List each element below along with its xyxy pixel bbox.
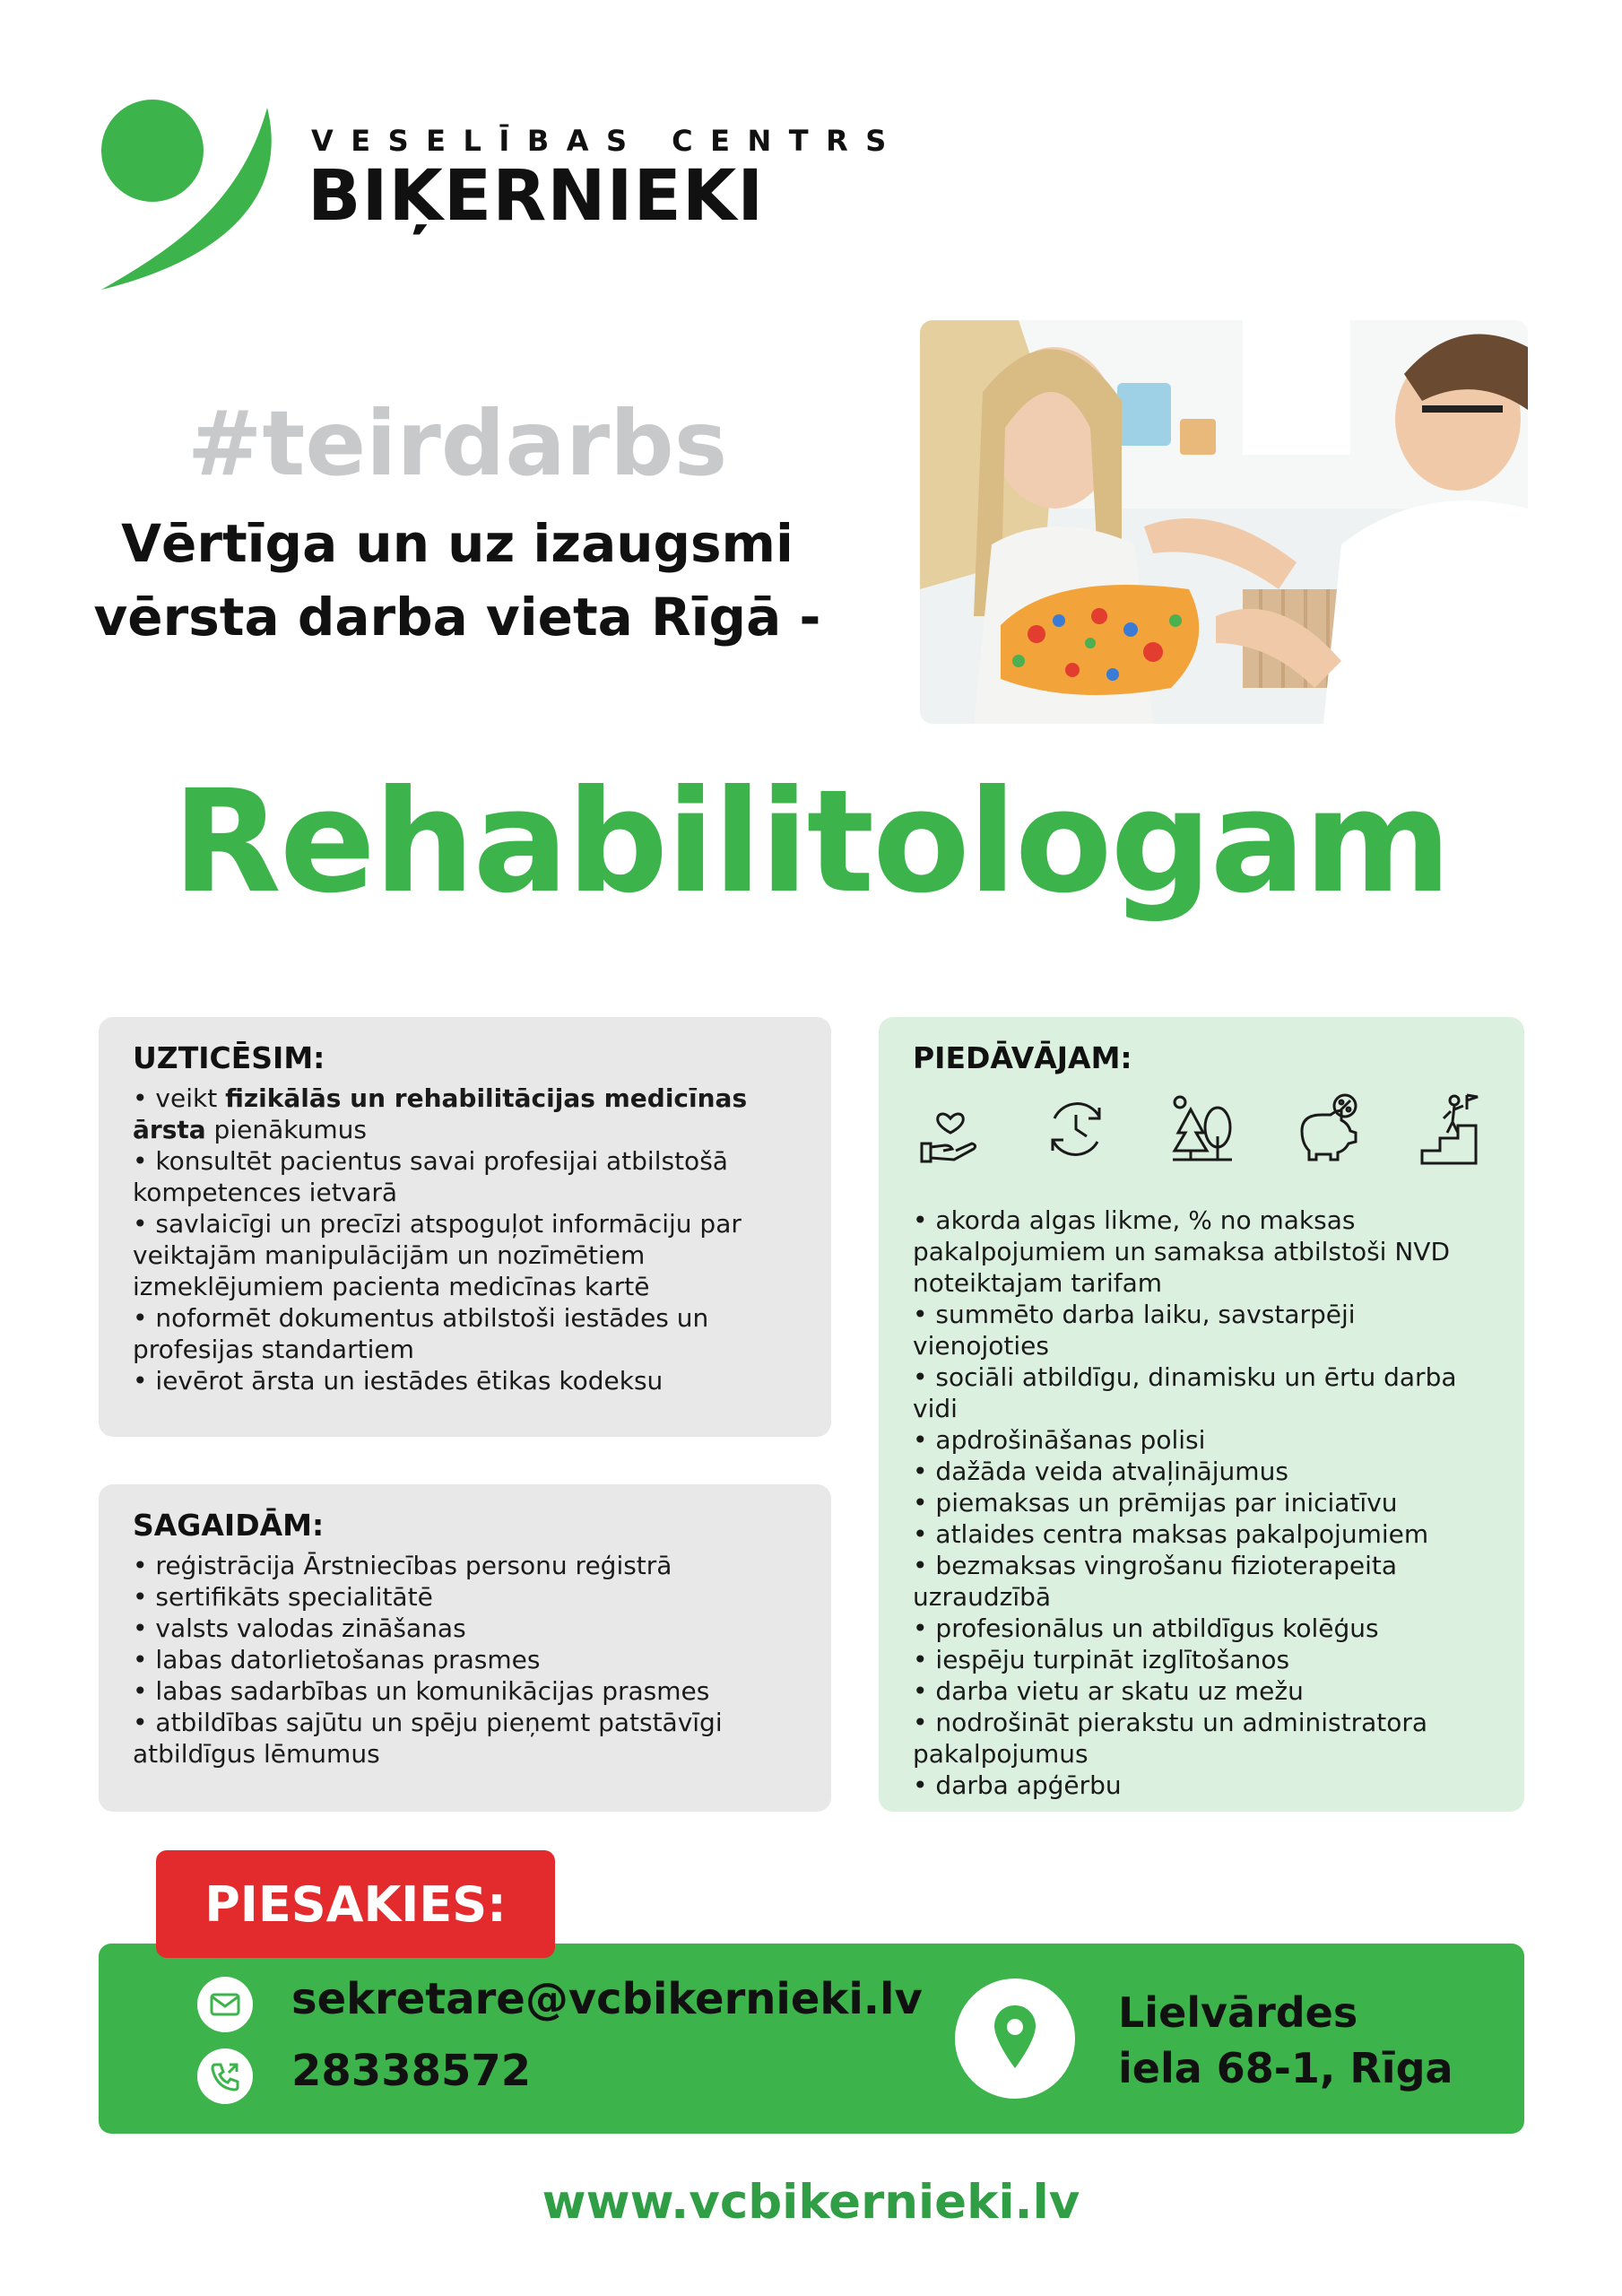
list-item: • atbildības sajūtu un spēju pieņemt patstāvīgi atbildīgus lēmumus — [133, 1708, 723, 1769]
address-line-1: Lielvārdes — [1118, 1988, 1358, 2037]
list-item: • darba apģērbu — [913, 1770, 1122, 1800]
list-item: • sertifikāts specialitātē — [133, 1582, 433, 1612]
list-item: • akorda algas likme, % no maksas pakalpojumiem un samaksa atbilstoši NVD noteiktajam tarifam — [913, 1205, 1451, 1298]
subheadline-line-2: vērsta darba vieta Rīgā - — [93, 587, 821, 648]
list-item: • labas sadarbības un komunikācijas prasmes — [133, 1676, 710, 1706]
subheadline-line-1: Vērtīga un uz izaugsmi — [121, 513, 794, 574]
doctor-child-photo — [920, 320, 1528, 724]
list-item: • atlaides centra maksas pakalpojumiem — [913, 1519, 1429, 1549]
list-item: • veikt fizikālās un rehabilitācijas medicīnas ārsta pienākumus — [133, 1083, 748, 1144]
list-item: • profesionālus un atbildīgus kolēģus — [913, 1613, 1379, 1643]
requirements-title: SAGAIDĀM: — [133, 1508, 325, 1543]
list-item: • nodrošināt pierakstu un administratora pakalpojumus — [913, 1708, 1428, 1769]
nature-trees-icon — [1169, 1091, 1234, 1165]
email-icon — [197, 1977, 253, 2032]
list-item: • darba vietu ar skatu uz mežu — [913, 1676, 1304, 1706]
hashtag: #teirdarbs — [186, 391, 728, 496]
responsibilities-title: UZTICĒSIM: — [133, 1040, 325, 1075]
benefits-card — [879, 1017, 1524, 1812]
career-stairs-icon — [1420, 1091, 1485, 1165]
contact-bar — [99, 1944, 1524, 2134]
email-link[interactable]: sekretare@vcbikernieki.lv — [291, 1974, 923, 2024]
address — [1118, 1985, 1453, 2096]
list-item: • valsts valodas zināšanas — [133, 1613, 466, 1643]
list-item: • konsultēt pacientus savai profesijai atbilstošā kompetences ietvarā — [133, 1146, 728, 1207]
apply-badge: PIESAKIES: — [156, 1850, 555, 1958]
list-item: • sociāli atbildīgu, dinamisku un ērtu darba vidi — [913, 1362, 1457, 1423]
piggy-bank-icon — [1295, 1091, 1359, 1165]
list-item: • apdrošināšanas polisi — [913, 1425, 1206, 1455]
responsibilities-list — [133, 1083, 797, 1396]
phone-icon — [197, 2048, 253, 2104]
requirements-list — [133, 1550, 797, 1770]
responsibilities-card — [99, 1017, 831, 1437]
list-item: • reģistrācija Ārstniecības personu reģistrā — [133, 1551, 672, 1580]
benefit-icons-row — [913, 1091, 1490, 1165]
list-item: • summēto darba laiku, savstarpēji vienojoties — [913, 1300, 1356, 1361]
logo-mark — [97, 99, 276, 291]
requirements-card — [99, 1484, 831, 1812]
list-item: • dažāda veida atvaļinājumus — [913, 1457, 1288, 1486]
job-title: Rehabilitologam — [172, 760, 1450, 925]
list-item: • piemaksas un prēmijas par iniciatīvu — [913, 1488, 1398, 1518]
phone-number[interactable]: 28338572 — [291, 2046, 532, 2096]
address-line-2: iela 68-1, Rīga — [1118, 2044, 1453, 2092]
list-item: • iespēju turpināt izglītošanos — [913, 1645, 1290, 1674]
list-item: • noformēt dokumentus atbilstoši iestādes un profesijas standartiem — [133, 1303, 709, 1364]
list-item: • labas datorlietošanas prasmes — [133, 1645, 541, 1674]
heart-hand-icon — [918, 1091, 983, 1165]
list-item: • bezmaksas vingrošanu fizioterapeita uzraudzībā — [913, 1551, 1398, 1612]
website-link[interactable]: www.vcbikernieki.lv — [542, 2175, 1080, 2230]
brand-subtitle: VESELĪBAS CENTRS — [311, 124, 904, 158]
list-item: • ievērot ārsta un iestādes ētikas kodeksu — [133, 1366, 664, 1396]
clock-cycle-icon — [1044, 1091, 1108, 1165]
location-icon — [955, 1979, 1075, 2099]
benefits-list — [913, 1205, 1490, 1801]
benefits-title: PIEDĀVĀJAM: — [913, 1040, 1132, 1075]
list-item: • savlaicīgi un precīzi atspoguļot informāciju par veiktajām manipulācijām un nozīmētiem izmeklējumiem pacienta medicīnas kartē — [133, 1209, 742, 1301]
subheadline — [0, 507, 915, 654]
brand-name: BIĶERNIEKI — [308, 156, 765, 237]
